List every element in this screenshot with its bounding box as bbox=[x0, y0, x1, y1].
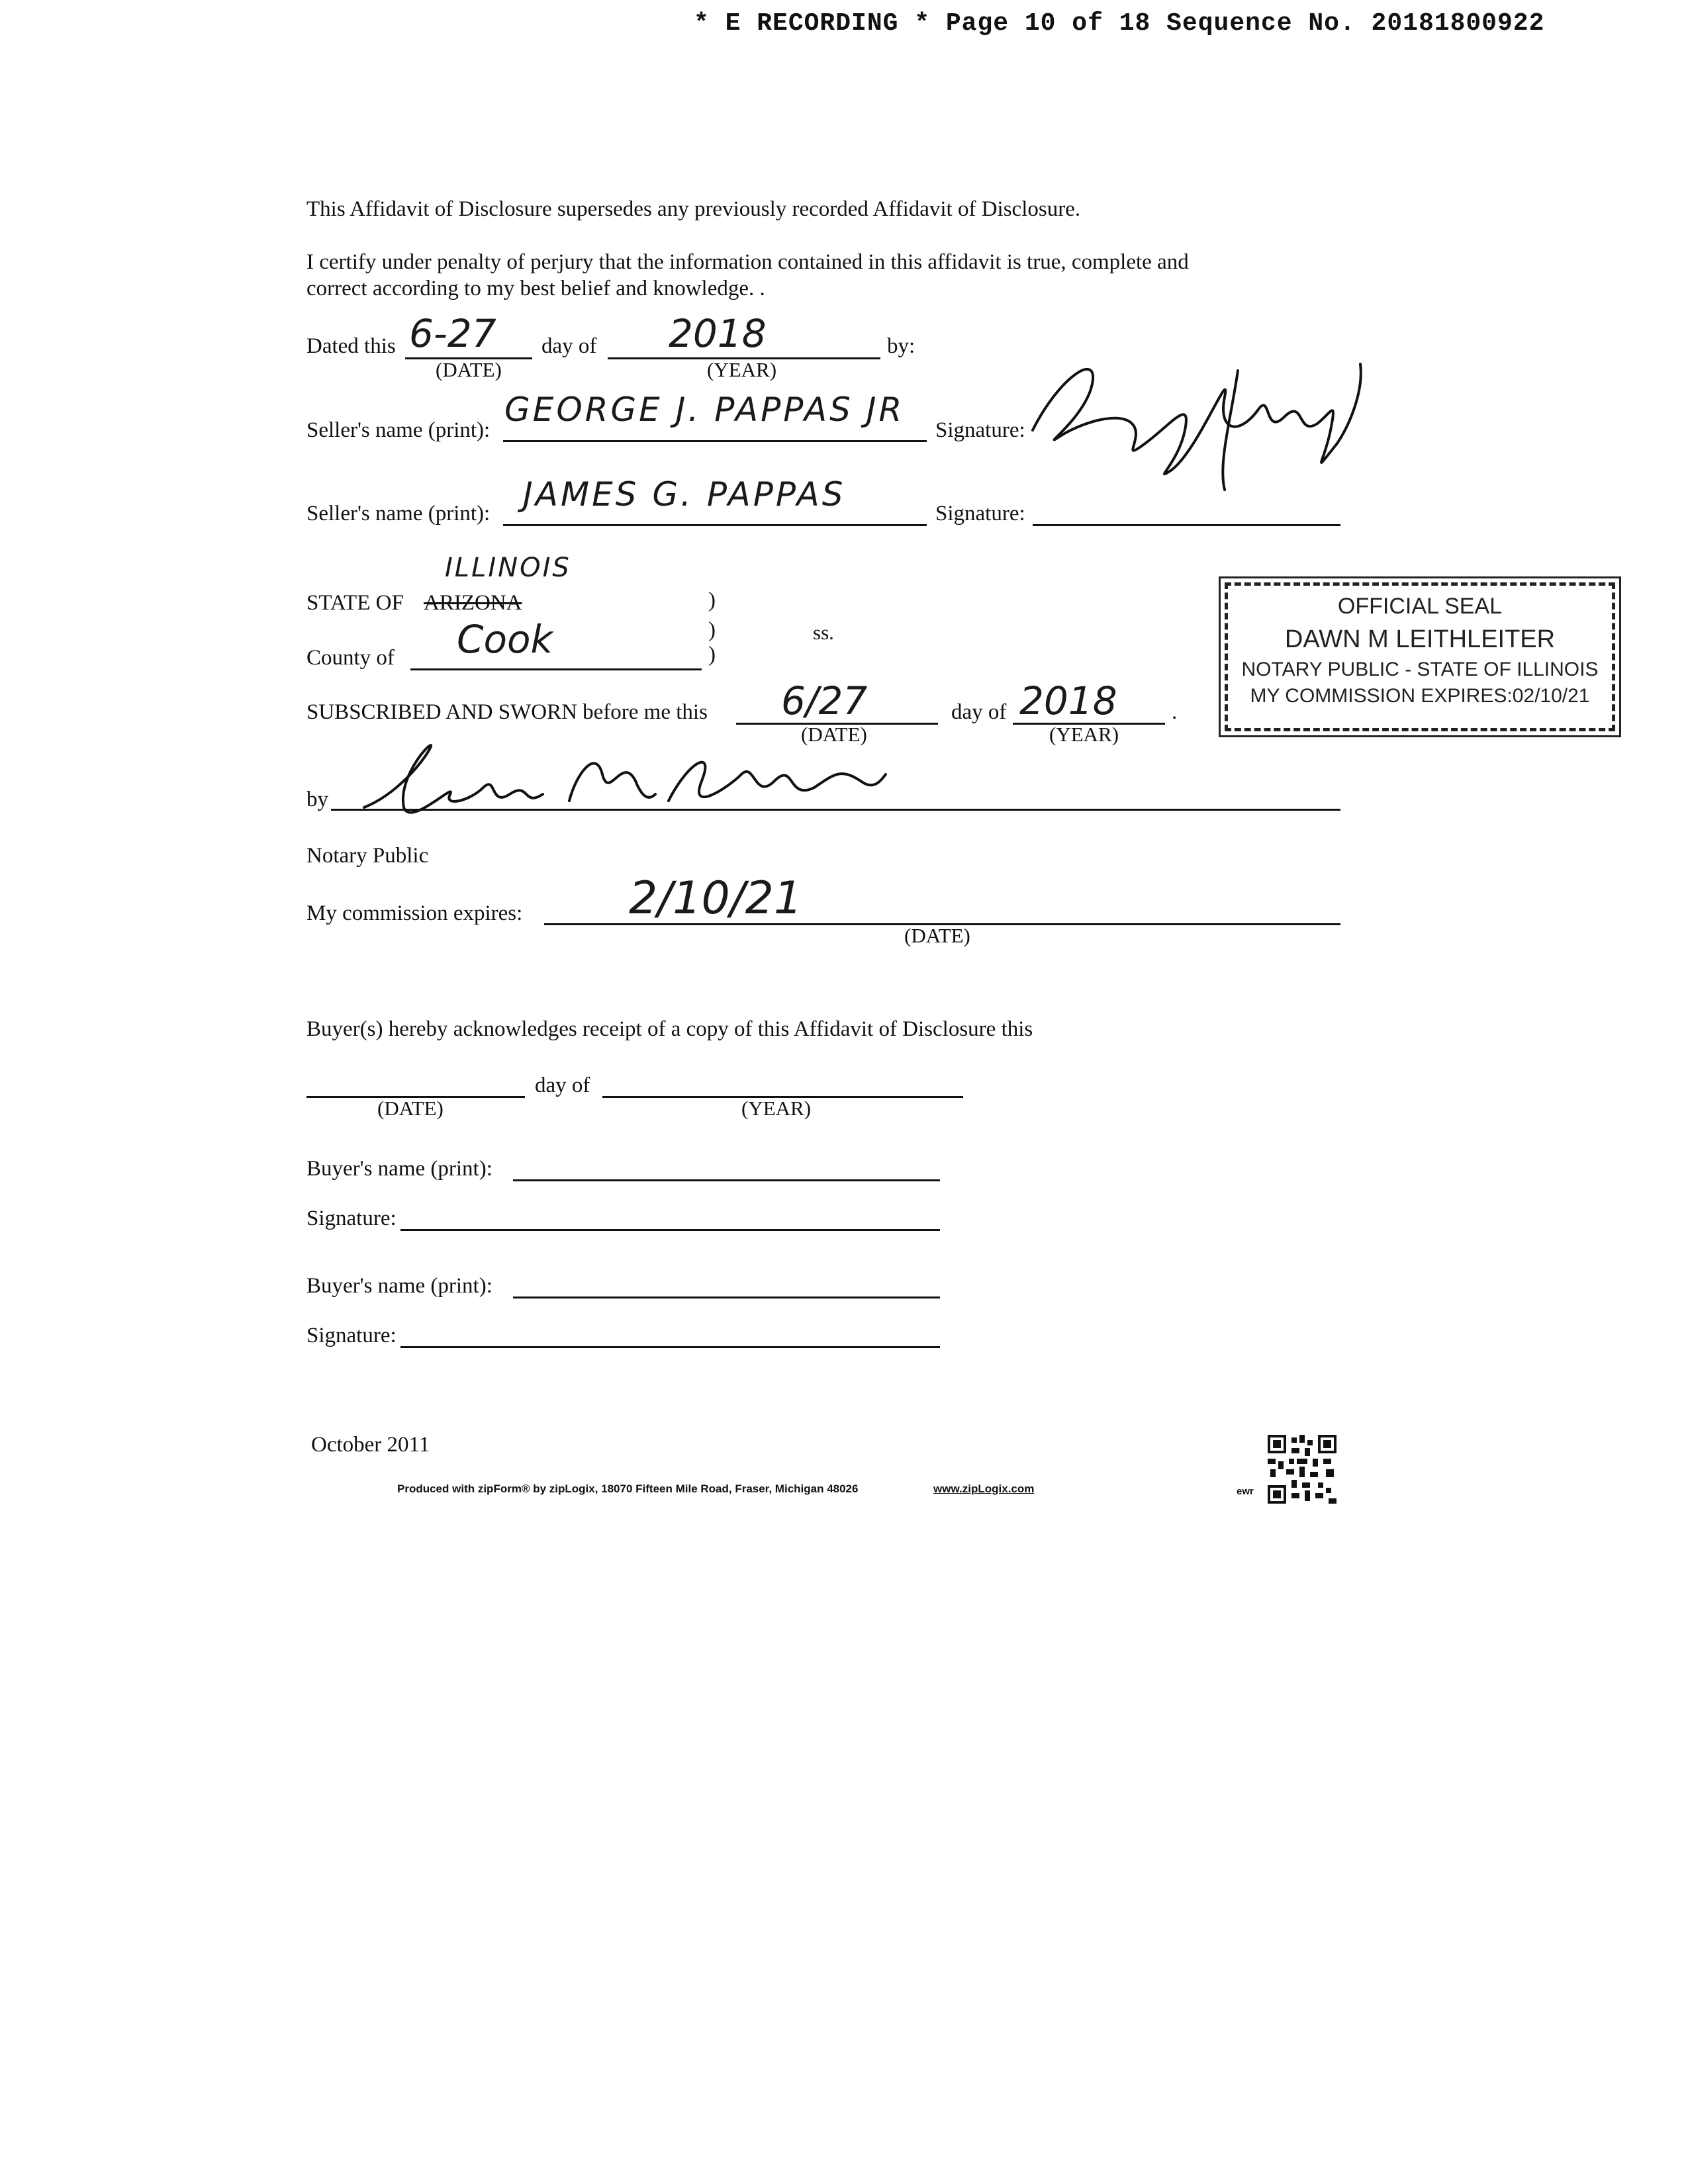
commission-date-caption: (DATE) bbox=[904, 924, 970, 947]
state-struck-value: ARIZONA bbox=[424, 591, 522, 615]
seller2-name-value: JAMES G. PAPPAS bbox=[523, 475, 846, 514]
commission-expires-value: 2/10/21 bbox=[629, 872, 803, 925]
buyer1-name-label: Buyer's name (print): bbox=[306, 1157, 492, 1181]
seller1-name-label: Seller's name (print): bbox=[306, 418, 491, 442]
buyer1-signature-line[interactable] bbox=[400, 1229, 940, 1231]
certify-statement-line1: I certify under penalty of perjury that the information contained in this affidavit is true, complete and bbox=[306, 250, 1189, 274]
seller2-name-line[interactable] bbox=[503, 524, 927, 526]
buyer2-signature-label: Signature: bbox=[306, 1324, 397, 1347]
sworn-year-value: 2018 bbox=[1019, 678, 1117, 723]
commission-expires-label: My commission expires: bbox=[306, 901, 523, 925]
sworn-date-value: 6/27 bbox=[781, 678, 868, 723]
seal-notary-name: DAWN M LEITHLEITER bbox=[1284, 625, 1556, 653]
seller1-name-value: GEORGE J. PAPPAS JR bbox=[504, 390, 905, 429]
recording-header: * E RECORDING * Page 10 of 18 Sequence No. 20181800922 bbox=[694, 9, 1545, 38]
supersedes-statement: This Affidavit of Disclosure supersedes any previously recorded Affidavit of Disclosure. bbox=[306, 197, 1081, 221]
buyer-acknowledgment: Buyer(s) hereby acknowledges receipt of a copy of this Affidavit of Disclosure this bbox=[306, 1017, 1033, 1041]
dated-label: Dated this bbox=[306, 334, 396, 358]
form-date: October 2011 bbox=[311, 1433, 430, 1457]
certify-statement-line2: correct according to my best belief and knowledge. . bbox=[306, 277, 765, 300]
notary-by-label: by bbox=[306, 788, 328, 811]
dated-year-value: 2018 bbox=[669, 311, 767, 356]
county-value: Cook bbox=[457, 617, 553, 662]
sworn-period: . bbox=[1172, 700, 1178, 724]
seal-commission-expires: MY COMMISSION EXPIRES:02/10/21 bbox=[1250, 685, 1590, 707]
ewr-label: ewr bbox=[1237, 1486, 1254, 1497]
dated-day-of-label: day of bbox=[541, 334, 597, 358]
notary-public-label: Notary Public bbox=[306, 844, 429, 868]
paren-3: ) bbox=[708, 643, 716, 666]
sworn-year-caption: (YEAR) bbox=[1049, 723, 1119, 746]
buyer1-name-line[interactable] bbox=[513, 1179, 940, 1181]
seller2-name-label: Seller's name (print): bbox=[306, 502, 491, 525]
notary-seal-stamp bbox=[1225, 582, 1615, 731]
ziplogix-link[interactable]: www.zipLogix.com bbox=[933, 1482, 1035, 1495]
state-handwritten-value: ILLINOIS bbox=[445, 553, 571, 583]
notary-signature-image bbox=[357, 735, 887, 827]
buyer1-signature-label: Signature: bbox=[306, 1206, 397, 1230]
buyer-date-caption: (DATE) bbox=[377, 1097, 444, 1120]
seller2-signature-line[interactable] bbox=[1033, 524, 1340, 526]
paren-2: ) bbox=[708, 618, 716, 642]
buyer2-name-label: Buyer's name (print): bbox=[306, 1274, 492, 1298]
seal-notary-state: NOTARY PUBLIC - STATE OF ILLINOIS bbox=[1241, 659, 1599, 680]
sworn-date-caption: (DATE) bbox=[801, 723, 867, 746]
sworn-label: SUBSCRIBED AND SWORN before me this bbox=[306, 700, 708, 724]
produced-with-text: Produced with zipForm® by zipLogix, 18070 Fifteen Mile Road, Fraser, Michigan 48026 bbox=[397, 1482, 859, 1495]
ss-label: ss. bbox=[813, 621, 834, 644]
seller1-name-line[interactable] bbox=[503, 440, 927, 442]
seller2-signature-label: Signature: bbox=[935, 502, 1025, 525]
dated-date-value: 6-27 bbox=[409, 311, 496, 356]
county-label: County of bbox=[306, 646, 395, 670]
dated-by-label: by: bbox=[887, 334, 915, 358]
seal-official-seal: OFFICIAL SEAL bbox=[1337, 594, 1503, 619]
state-label: STATE OF bbox=[306, 591, 404, 615]
dated-date-caption: (DATE) bbox=[436, 358, 502, 381]
dated-year-caption: (YEAR) bbox=[707, 358, 777, 381]
county-line[interactable] bbox=[410, 668, 702, 670]
seller1-signature-image bbox=[1019, 338, 1377, 496]
buyer2-name-line[interactable] bbox=[513, 1297, 940, 1298]
qr-code-icon bbox=[1268, 1435, 1336, 1504]
paren-1: ) bbox=[708, 588, 716, 612]
buyer2-signature-line[interactable] bbox=[400, 1346, 940, 1348]
seller1-signature-label: Signature: bbox=[935, 418, 1025, 442]
sworn-day-of-label: day of bbox=[951, 700, 1007, 724]
buyer-day-of-label: day of bbox=[535, 1073, 590, 1097]
buyer-year-caption: (YEAR) bbox=[741, 1097, 812, 1120]
